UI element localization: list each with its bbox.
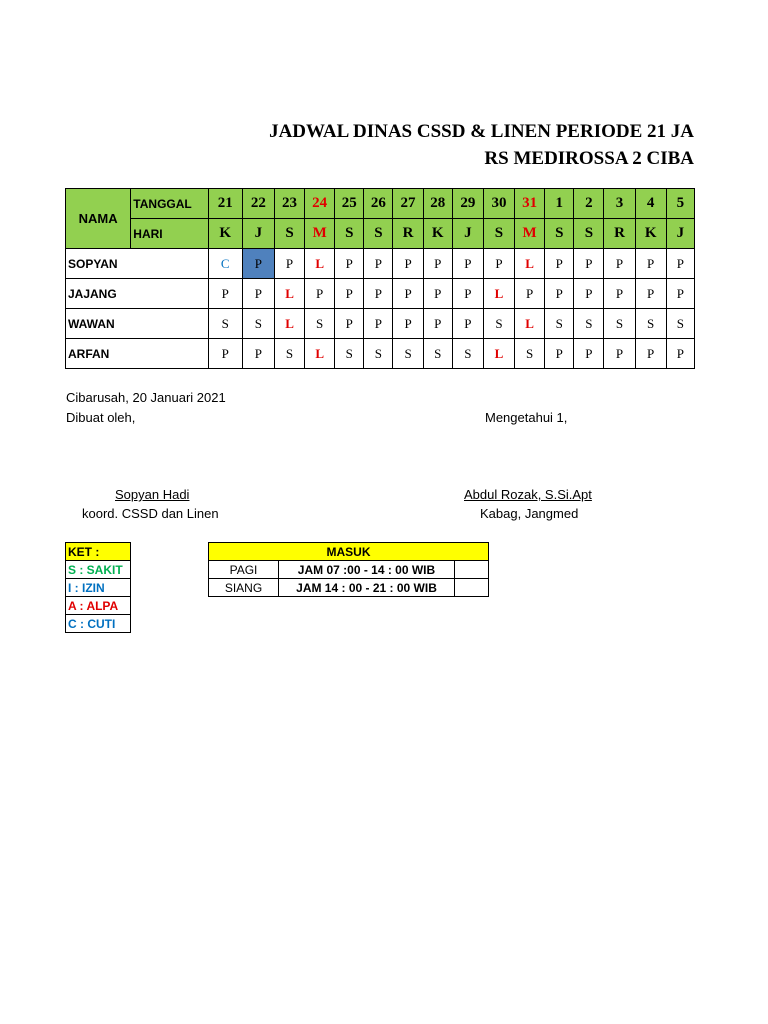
staff-name: SOPYAN bbox=[66, 249, 209, 279]
shift-extra-cell bbox=[455, 579, 489, 597]
schedule-cell[interactable]: P bbox=[574, 339, 604, 369]
day-header: S bbox=[335, 219, 364, 249]
tanggal-label: TANGGAL bbox=[131, 189, 208, 219]
schedule-cell[interactable]: L bbox=[274, 279, 304, 309]
date-header: 23 bbox=[274, 189, 304, 219]
schedule-cell[interactable]: P bbox=[666, 279, 694, 309]
legend-row bbox=[66, 597, 131, 615]
table-row bbox=[66, 279, 695, 309]
schedule-cell[interactable]: P bbox=[515, 279, 545, 309]
shift-header: MASUK bbox=[209, 543, 489, 561]
schedule-cell[interactable]: P bbox=[574, 279, 604, 309]
shift-row bbox=[209, 561, 489, 579]
header-row-dates bbox=[66, 189, 695, 219]
legend-item: A : ALPA bbox=[66, 597, 131, 615]
schedule-cell[interactable]: P bbox=[635, 249, 666, 279]
right-signer-title: Kabag, Jangmed bbox=[480, 506, 579, 521]
schedule-cell[interactable]: P bbox=[604, 249, 635, 279]
schedule-cell[interactable]: S bbox=[305, 309, 335, 339]
schedule-cell[interactable]: S bbox=[335, 339, 364, 369]
shift-time: JAM 14 : 00 - 21 : 00 WIB bbox=[279, 579, 455, 597]
schedule-cell[interactable]: P bbox=[242, 339, 274, 369]
schedule-cell[interactable]: S bbox=[666, 309, 694, 339]
schedule-cell[interactable]: P bbox=[208, 279, 242, 309]
schedule-cell[interactable]: S bbox=[452, 339, 483, 369]
day-header: S bbox=[545, 219, 574, 249]
schedule-cell[interactable]: P bbox=[604, 339, 635, 369]
schedule-cell[interactable]: P bbox=[305, 279, 335, 309]
shift-header-row bbox=[209, 543, 489, 561]
date-header: 24 bbox=[305, 189, 335, 219]
schedule-cell[interactable]: L bbox=[483, 279, 514, 309]
schedule-cell[interactable]: L bbox=[515, 249, 545, 279]
legend-row bbox=[66, 615, 131, 633]
place-date: Cibarusah, 20 Januari 2021 bbox=[66, 390, 226, 405]
staff-name: ARFAN bbox=[66, 339, 209, 369]
shift-name: PAGI bbox=[209, 561, 279, 579]
date-header: 22 bbox=[242, 189, 274, 219]
schedule-cell[interactable]: P bbox=[335, 309, 364, 339]
schedule-cell[interactable]: P bbox=[604, 279, 635, 309]
day-header: J bbox=[452, 219, 483, 249]
day-header: R bbox=[604, 219, 635, 249]
hospital-name: RS MEDIROSSA 2 CIBA bbox=[484, 148, 694, 169]
schedule-cell[interactable]: P bbox=[545, 249, 574, 279]
day-header: S bbox=[483, 219, 514, 249]
date-header: 26 bbox=[364, 189, 393, 219]
schedule-cell[interactable]: P bbox=[574, 249, 604, 279]
hari-label: HARI bbox=[131, 219, 208, 249]
schedule-cell[interactable]: P bbox=[545, 339, 574, 369]
schedule-cell[interactable]: S bbox=[515, 339, 545, 369]
legend-row bbox=[66, 579, 131, 597]
shift-row bbox=[209, 579, 489, 597]
day-header: K bbox=[635, 219, 666, 249]
schedule-cell[interactable]: L bbox=[515, 309, 545, 339]
schedule-cell[interactable]: P bbox=[364, 279, 393, 309]
schedule-cell[interactable]: P bbox=[545, 279, 574, 309]
shift-extra-cell bbox=[455, 561, 489, 579]
date-header: 4 bbox=[635, 189, 666, 219]
legend-item: I : IZIN bbox=[66, 579, 131, 597]
date-header: 3 bbox=[604, 189, 635, 219]
legend-header: KET : bbox=[66, 543, 131, 561]
day-header: K bbox=[208, 219, 242, 249]
schedule-cell[interactable]: P bbox=[423, 249, 452, 279]
schedule-cell[interactable]: P bbox=[452, 279, 483, 309]
date-header: 2 bbox=[574, 189, 604, 219]
schedule-cell[interactable]: P bbox=[452, 309, 483, 339]
schedule-cell[interactable]: S bbox=[545, 309, 574, 339]
day-header: R bbox=[393, 219, 423, 249]
schedule-cell[interactable]: P bbox=[242, 249, 274, 279]
schedule-cell[interactable]: P bbox=[335, 279, 364, 309]
schedule-cell[interactable]: S bbox=[483, 309, 514, 339]
schedule-cell[interactable]: P bbox=[393, 309, 423, 339]
day-header: M bbox=[515, 219, 545, 249]
legend-item: S : SAKIT bbox=[66, 561, 131, 579]
day-header: K bbox=[423, 219, 452, 249]
schedule-cell[interactable]: P bbox=[364, 249, 393, 279]
schedule-cell[interactable]: S bbox=[208, 309, 242, 339]
day-header: J bbox=[242, 219, 274, 249]
left-signer-name: Sopyan Hadi bbox=[115, 487, 190, 502]
shift-name: SIANG bbox=[209, 579, 279, 597]
schedule-cell[interactable]: L bbox=[274, 309, 304, 339]
legend-row bbox=[66, 561, 131, 579]
schedule-cell[interactable]: P bbox=[335, 249, 364, 279]
schedule-cell[interactable]: S bbox=[635, 309, 666, 339]
date-header: 1 bbox=[545, 189, 574, 219]
schedule-cell[interactable]: L bbox=[483, 339, 514, 369]
shift-time: JAM 07 :00 - 14 : 00 WIB bbox=[279, 561, 455, 579]
document-title: JADWAL DINAS CSSD & LINEN PERIODE 21 JA bbox=[269, 121, 694, 142]
schedule-cell[interactable]: S bbox=[423, 339, 452, 369]
staff-name: WAWAN bbox=[66, 309, 209, 339]
staff-name: JAJANG bbox=[66, 279, 209, 309]
known-by-label: Mengetahui 1, bbox=[485, 410, 568, 425]
date-header: 28 bbox=[423, 189, 452, 219]
schedule-cell[interactable]: P bbox=[274, 249, 304, 279]
date-header: 25 bbox=[335, 189, 364, 219]
schedule-cell[interactable]: P bbox=[423, 279, 452, 309]
day-header: M bbox=[305, 219, 335, 249]
schedule-cell[interactable]: S bbox=[274, 339, 304, 369]
header-row-days bbox=[66, 219, 695, 249]
day-header: S bbox=[574, 219, 604, 249]
date-header: 29 bbox=[452, 189, 483, 219]
day-header: J bbox=[666, 219, 694, 249]
schedule-cell[interactable]: S bbox=[364, 339, 393, 369]
schedule-cell[interactable]: S bbox=[242, 309, 274, 339]
schedule-cell[interactable]: C bbox=[208, 249, 242, 279]
schedule-cell[interactable]: S bbox=[604, 309, 635, 339]
date-header: 31 bbox=[515, 189, 545, 219]
legend-table bbox=[65, 542, 131, 633]
schedule-table bbox=[65, 188, 695, 369]
table-row bbox=[66, 309, 695, 339]
schedule-cell[interactable]: P bbox=[666, 249, 694, 279]
made-by-label: Dibuat oleh, bbox=[66, 410, 136, 425]
schedule-cell[interactable]: P bbox=[393, 279, 423, 309]
schedule-cell[interactable]: P bbox=[423, 309, 452, 339]
shift-table bbox=[208, 542, 489, 597]
date-header: 30 bbox=[483, 189, 514, 219]
legend-header-row bbox=[66, 543, 131, 561]
schedule-cell[interactable]: S bbox=[393, 339, 423, 369]
schedule-cell[interactable]: P bbox=[393, 249, 423, 279]
schedule-cell[interactable]: P bbox=[208, 339, 242, 369]
schedule-cell[interactable]: S bbox=[574, 309, 604, 339]
schedule-cell[interactable]: P bbox=[364, 309, 393, 339]
day-header: S bbox=[274, 219, 304, 249]
table-row bbox=[66, 249, 695, 279]
schedule-cell[interactable]: P bbox=[483, 249, 514, 279]
schedule-cell[interactable]: P bbox=[635, 339, 666, 369]
right-signer-name: Abdul Rozak, S.Si.Apt bbox=[464, 487, 592, 502]
schedule-cell[interactable]: P bbox=[666, 339, 694, 369]
table-row bbox=[66, 339, 695, 369]
nama-header: NAMA bbox=[66, 189, 131, 249]
day-header: S bbox=[364, 219, 393, 249]
legend-item: C : CUTI bbox=[66, 615, 131, 633]
schedule-cell[interactable]: P bbox=[635, 279, 666, 309]
schedule-cell[interactable]: P bbox=[452, 249, 483, 279]
schedule-cell[interactable]: L bbox=[305, 249, 335, 279]
date-header: 5 bbox=[666, 189, 694, 219]
schedule-cell[interactable]: P bbox=[242, 279, 274, 309]
date-header: 21 bbox=[208, 189, 242, 219]
schedule-cell[interactable]: L bbox=[305, 339, 335, 369]
left-signer-title: koord. CSSD dan Linen bbox=[82, 506, 219, 521]
date-header: 27 bbox=[393, 189, 423, 219]
